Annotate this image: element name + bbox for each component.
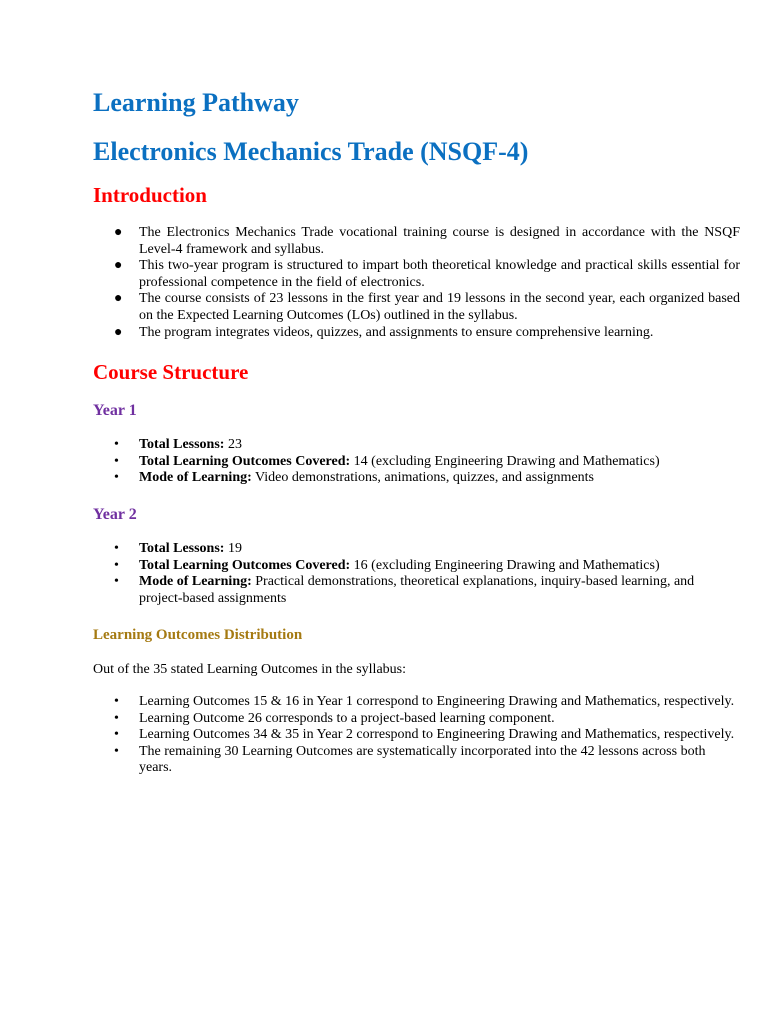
- introduction-list: [93, 225, 740, 341]
- bullet-icon: •: [114, 557, 119, 573]
- bullet-icon: •: [114, 437, 119, 452]
- page-subtitle: Electronics Mechanics Trade (NSQF-4): [93, 137, 529, 166]
- bullet-icon: •: [114, 727, 119, 743]
- year-2-heading: Year 2: [93, 506, 137, 523]
- section-heading-course-structure: Course Structure: [93, 360, 249, 384]
- list-item: • Learning Outcomes 34 & 35 in Year 2 correspond to Engineering Drawing and Mathematics, respectively.: [114, 727, 735, 743]
- list-item: ● The Electronics Mechanics Trade vocational training course is designed in accordance with the NSQF Level-4 framework and syllabus.: [114, 225, 740, 257]
- list-item: ● The program integrates videos, quizzes, and assignments to ensure comprehensive learning.: [114, 324, 654, 340]
- bullet-icon: •: [114, 470, 119, 486]
- list-item: • Learning Outcome 26 corresponds to a project-based learning component.: [114, 710, 555, 726]
- list-item: • Total Lessons: 23: [114, 437, 242, 452]
- bullet-icon: •: [114, 694, 119, 709]
- bullet-icon: •: [114, 541, 119, 556]
- year-2-list: [93, 541, 740, 607]
- page-title: Learning Pathway: [93, 88, 299, 117]
- list-item: ● The course consists of 23 lessons in the first year and 19 lessons in the second year, each organized based on the Expected Learning Outcomes (LOs) outlined in the syllabus.: [114, 291, 740, 323]
- list-item: • Learning Outcomes 15 & 16 in Year 1 correspond to Engineering Drawing and Mathematics, respectively.: [114, 694, 735, 709]
- list-item: • The remaining 30 Learning Outcomes are systematically incorporated into the 42 lessons across both years.: [114, 743, 706, 776]
- list-item: • Mode of Learning: Video demonstrations, animations, quizzes, and assignments: [114, 470, 594, 486]
- lo-distribution-intro: Out of the 35 stated Learning Outcomes in the syllabus:: [93, 662, 406, 677]
- bullet-icon: ●: [114, 225, 123, 240]
- list-item: • Mode of Learning: Practical demonstrations, theoretical explanations, inquiry-based learning, and project-based assignments: [114, 574, 695, 606]
- year-1-list: [93, 437, 740, 487]
- lo-distribution-heading: Learning Outcomes Distribution: [93, 627, 303, 643]
- lo-distribution-list: [93, 694, 740, 777]
- list-item: ● This two-year program is structured to impart both theoretical knowledge and practical skills essential for professional competence in the field of electronics.: [114, 258, 740, 290]
- bullet-icon: •: [114, 710, 119, 726]
- bullet-icon: •: [114, 574, 119, 590]
- list-item: • Total Lessons: 19: [114, 541, 242, 556]
- section-heading-introduction: Introduction: [93, 183, 207, 207]
- list-item: • Total Learning Outcomes Covered: 14 (excluding Engineering Drawing and Mathematics): [114, 453, 660, 469]
- bullet-icon: ●: [114, 258, 123, 274]
- list-item: • Total Learning Outcomes Covered: 16 (excluding Engineering Drawing and Mathematics): [114, 557, 660, 573]
- bullet-icon: •: [114, 453, 119, 469]
- bullet-icon: ●: [114, 291, 123, 307]
- bullet-icon: •: [114, 743, 119, 759]
- bullet-icon: ●: [114, 324, 123, 340]
- year-1-heading: Year 1: [93, 402, 137, 419]
